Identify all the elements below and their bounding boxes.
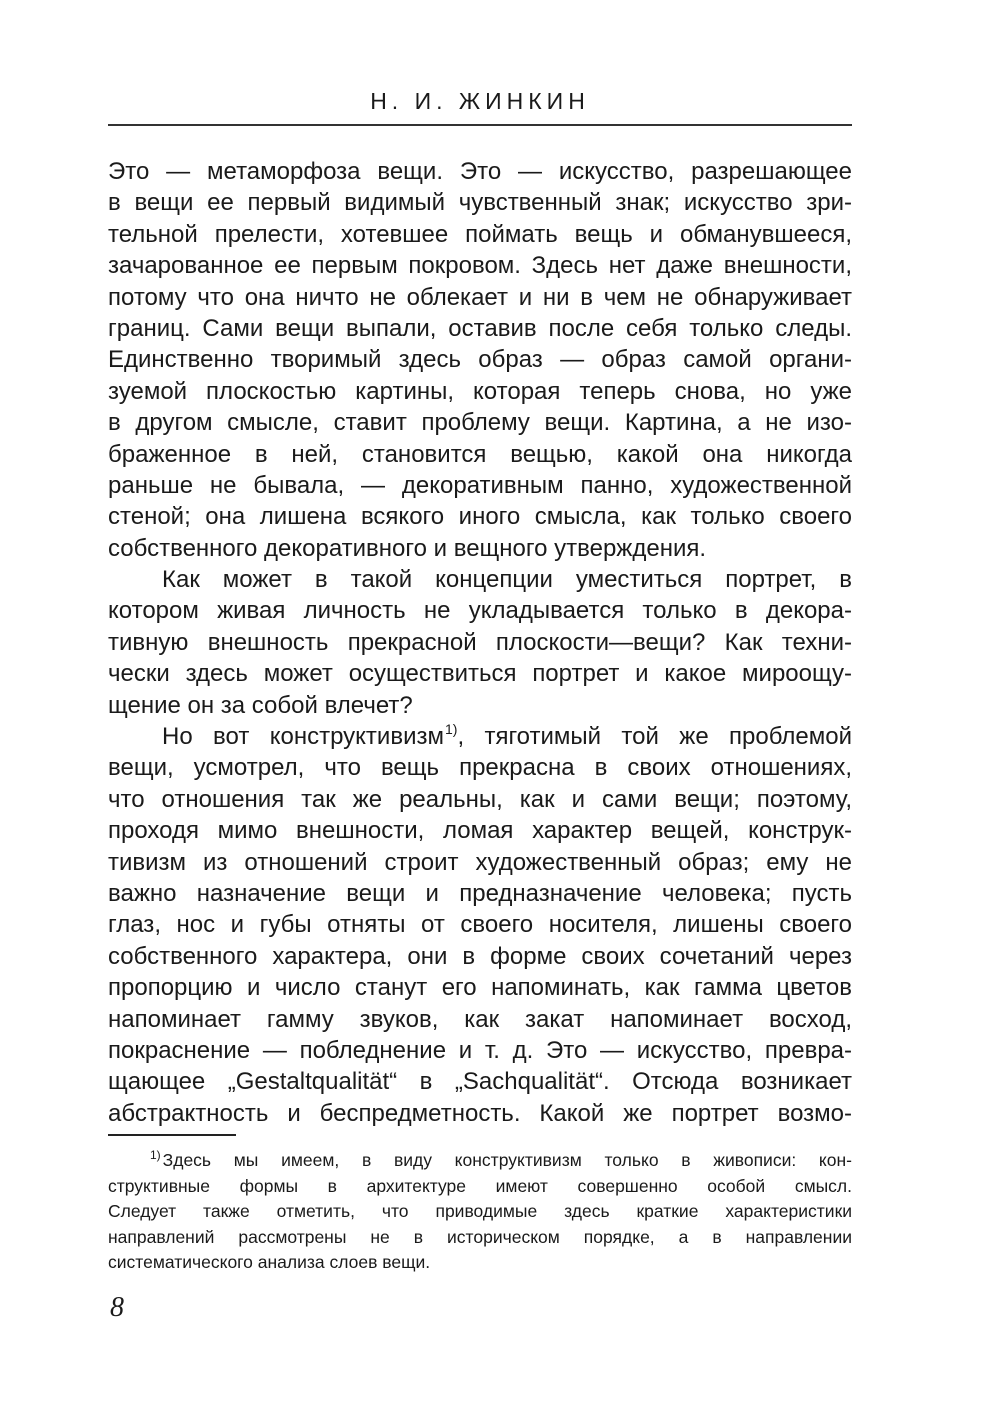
text-segment: Но вот конструктивизм [162,723,444,751]
text-line: тельной прелести, хотевшее поймать вещь и обманувшееся, [108,220,852,248]
text-line: вещи, усмотрел, что вещь прекрасна в своих отношениях, [108,754,852,782]
text-line: Как может в такой концепции уместиться портрет, в [162,566,852,594]
text-line: в вещи ее первый видимый чувственный знак; искусство зри- [108,189,852,217]
footnote-rule [108,1134,236,1136]
text-line: Это — метаморфоза вещи. Это — искусство, разрешающее [108,158,852,185]
text-line: чески здесь может осуществиться портрет и какое мироощу- [108,660,852,688]
text-line [108,721,852,752]
text-line: абстрактность и беспредметность. Какой же портрет возмо- [108,1099,852,1127]
text-line: щающее „Gestaltqualität“ в „Sachqualität“. Отсюда возникает [108,1068,852,1096]
text-line: браженное в ней, становится вещью, какой она никогда [108,440,852,468]
text-line: покраснение — побледнение и т. д. Это — искусство, превра- [108,1036,852,1064]
footnote-reference: 1) [444,721,458,738]
text-line: собственного характера, они в форме своих сочетаний через [108,942,852,970]
running-head: Н. И. ЖИНКИН [370,88,590,114]
text-line: собственного декоративного и вещного утверждения. [108,534,707,562]
footnote-line: структивные формы в архитектуре имеют совершенно особой смысл. [108,1175,852,1196]
text-line: Единственно творимый здесь образ — образ самой органи- [108,346,852,374]
text-line: напоминает гамму звуков, как закат напоминает восход, [108,1005,852,1033]
text-line: пропорцию и число станут его напоминать, как гамма цветов [108,974,852,1002]
body-text [108,156,852,1129]
footnote-line: Следует также отметить, что приводимые здесь краткие характеристики [108,1201,852,1221]
footnote-line [108,1148,852,1174]
text-line: тивизм из отношений строит художественный образ; ему не [108,848,852,876]
text-line: потому что она ничто не облекает и ни в чем не обнаруживает [108,283,852,311]
text-line: важно назначение вещи и предназначение человека; пусть [108,879,852,907]
text-line: тивную внешность прекрасной плоскости—вещи? Как техни- [108,628,852,656]
text-segment: , тяготимый той же проблемой [457,723,853,751]
footnote-mark: 1) [150,1148,161,1162]
text-line: границ. Сами вещи выпали, оставив после себя только следы. [108,314,852,342]
text-line: стеной; она лишена всякого иного смысла, как только своего [108,503,852,531]
text-line: что отношения так же реальны, как и сами вещи; поэтому, [108,785,852,813]
page-number: 8 [110,1292,124,1323]
text-line: котором живая личность не укладывается только в декора- [108,597,852,625]
header-rule [108,124,852,126]
text-line: зуемой плоскостью картины, которая теперь снова, но уже [108,377,852,405]
footnote-line: систематического анализа слоев вещи. [108,1252,431,1272]
text-line: глаз, нос и губы отняты от своего носителя, лишены своего [108,911,852,939]
text-line: раньше не бывала, — декоративным панно, художественной [108,471,852,499]
text-line: проходя мимо внешности, ломая характер вещей, конструк- [108,817,852,845]
text-line: зачарованное ее первым покровом. Здесь нет даже внешности, [108,252,852,280]
text-line: щение он за собой влечет? [108,691,413,719]
footnote [108,1148,852,1276]
footnote-line: направлений рассмотрены не в историческом порядке, а в направлении [108,1226,852,1247]
footnote-text: Здесь мы имеем, в виду конструктивизм только в живописи: кон- [162,1150,852,1170]
text-line: в другом смысле, ставит проблему вещи. Картина, а не изо- [108,409,852,437]
